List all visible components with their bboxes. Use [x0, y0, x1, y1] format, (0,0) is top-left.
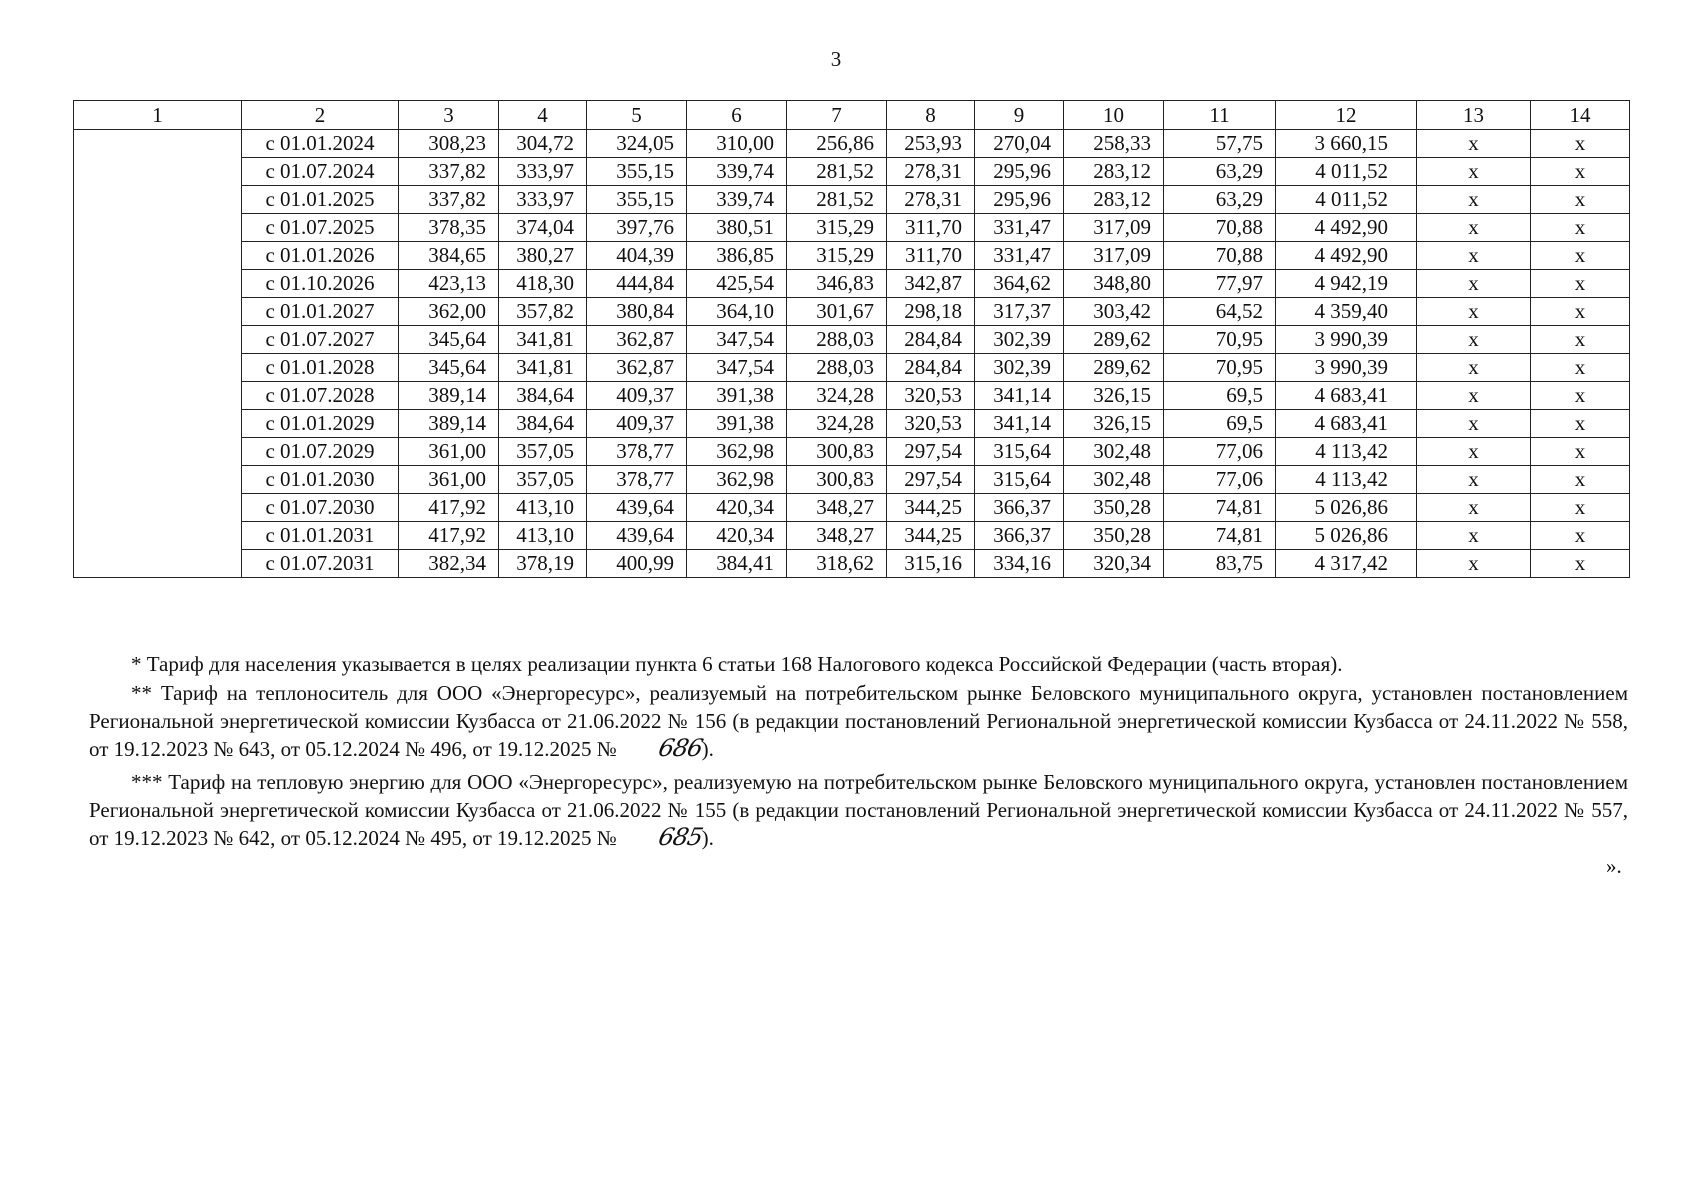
table-cell-value: 378,77 — [587, 466, 687, 494]
table-cell-value: 258,33 — [1064, 130, 1164, 158]
column-number-header: 4 — [499, 101, 587, 130]
table-cell-value: 362,87 — [587, 354, 687, 382]
table-row — [74, 494, 1630, 522]
table-cell-value: 362,98 — [687, 466, 787, 494]
column-number-header: 3 — [399, 101, 499, 130]
column-number-header: 12 — [1276, 101, 1417, 130]
table-cell-value: 357,82 — [499, 298, 587, 326]
table-cell-value: 420,34 — [687, 522, 787, 550]
table-cell-value: 420,34 — [687, 494, 787, 522]
table-cell-value: 308,23 — [399, 130, 499, 158]
table-cell-value: 281,52 — [787, 186, 887, 214]
table-cell-value: 70,95 — [1164, 326, 1276, 354]
footnote-2-end: ). — [701, 737, 714, 761]
table-cell-value: 341,81 — [499, 326, 587, 354]
table-cell-value: 417,92 — [399, 494, 499, 522]
table-cell-period: с 01.07.2027 — [242, 326, 399, 354]
table-cell-mark: х — [1531, 270, 1630, 298]
table-cell-mark: х — [1531, 466, 1630, 494]
table-cell-value: 278,31 — [887, 186, 975, 214]
table-cell-value: 324,05 — [587, 130, 687, 158]
table-cell-value: 4 492,90 — [1276, 242, 1417, 270]
table-cell-value: 315,64 — [975, 438, 1064, 466]
table-cell-period: с 01.01.2030 — [242, 466, 399, 494]
table-cell-value: 3 990,39 — [1276, 326, 1417, 354]
table-cell-value: 317,09 — [1064, 214, 1164, 242]
table-cell-value: 418,30 — [499, 270, 587, 298]
table-cell-value: 362,87 — [587, 326, 687, 354]
table-cell-value: 297,54 — [887, 466, 975, 494]
handwritten-number-2: 686 — [655, 734, 705, 762]
tariff-table-body — [74, 101, 1630, 578]
table-cell-mark: х — [1531, 354, 1630, 382]
table-cell-value: 361,00 — [399, 466, 499, 494]
table-cell-period: с 01.10.2026 — [242, 270, 399, 298]
table-cell-value: 378,77 — [587, 438, 687, 466]
table-cell-value: 366,37 — [975, 522, 1064, 550]
table-cell-value: 347,54 — [687, 326, 787, 354]
table-cell-value: 439,64 — [587, 494, 687, 522]
table-cell-value: 380,27 — [499, 242, 587, 270]
table-cell-value: 366,37 — [975, 494, 1064, 522]
table-cell-value: 270,04 — [975, 130, 1064, 158]
table-row — [74, 410, 1630, 438]
table-cell-value: 423,13 — [399, 270, 499, 298]
table-cell-period: с 01.07.2029 — [242, 438, 399, 466]
table-cell-value: 378,19 — [499, 550, 587, 578]
table-cell-mark: х — [1531, 382, 1630, 410]
table-cell-value: 253,93 — [887, 130, 975, 158]
table-cell-period: с 01.01.2026 — [242, 242, 399, 270]
table-cell-value: 256,86 — [787, 130, 887, 158]
column-number-header: 7 — [787, 101, 887, 130]
column-number-header: 8 — [887, 101, 975, 130]
table-cell-value: 341,14 — [975, 382, 1064, 410]
table-cell-mark: х — [1531, 326, 1630, 354]
column-number-header: 9 — [975, 101, 1064, 130]
table-cell-value: 298,18 — [887, 298, 975, 326]
page-number: 3 — [830, 47, 842, 71]
table-cell-mark: х — [1417, 522, 1531, 550]
table-cell-value: 4 683,41 — [1276, 382, 1417, 410]
table-cell-value: 380,84 — [587, 298, 687, 326]
table-cell-value: 334,16 — [975, 550, 1064, 578]
table-cell-value: 344,25 — [887, 494, 975, 522]
table-cell-value: 374,04 — [499, 214, 587, 242]
table-cell-mark: х — [1531, 130, 1630, 158]
table-cell-value: 288,03 — [787, 326, 887, 354]
table-cell-value: 4 113,42 — [1276, 438, 1417, 466]
table-cell-mark: х — [1531, 186, 1630, 214]
table-cell-value: 413,10 — [499, 522, 587, 550]
table-cell-value: 5 026,86 — [1276, 494, 1417, 522]
table-row — [74, 522, 1630, 550]
table-cell-value: 295,96 — [975, 158, 1064, 186]
table-cell-value: 417,92 — [399, 522, 499, 550]
table-cell-value: 311,70 — [887, 242, 975, 270]
table-cell-mark: х — [1531, 242, 1630, 270]
table-row — [74, 158, 1630, 186]
table-cell-value: 315,29 — [787, 214, 887, 242]
table-cell-value: 348,27 — [787, 494, 887, 522]
table-cell-value: 320,53 — [887, 410, 975, 438]
footnote-3 — [89, 768, 1628, 852]
table-cell-period: с 01.07.2025 — [242, 214, 399, 242]
table-cell-value: 389,14 — [399, 382, 499, 410]
column-number-header: 11 — [1164, 101, 1276, 130]
table-cell-value: 384,64 — [499, 410, 587, 438]
table-cell-value: 311,70 — [887, 214, 975, 242]
table-cell-value: 289,62 — [1064, 354, 1164, 382]
table-cell-value: 295,96 — [975, 186, 1064, 214]
table-cell-period: с 01.01.2025 — [242, 186, 399, 214]
table-cell-value: 333,97 — [499, 158, 587, 186]
table-row — [74, 354, 1630, 382]
table-cell-mark: х — [1531, 410, 1630, 438]
table-cell-value: 348,27 — [787, 522, 887, 550]
table-cell-value: 304,72 — [499, 130, 587, 158]
table-cell-mark: х — [1417, 354, 1531, 382]
table-cell-value: 384,65 — [399, 242, 499, 270]
table-cell-value: 400,99 — [587, 550, 687, 578]
table-cell-mark: х — [1417, 270, 1531, 298]
column-number-header: 13 — [1417, 101, 1531, 130]
table-cell-value: 339,74 — [687, 158, 787, 186]
closing-quote: ». — [1606, 854, 1622, 878]
table-cell-value: 380,51 — [687, 214, 787, 242]
table-cell-value: 70,95 — [1164, 354, 1276, 382]
table-cell-mark: х — [1531, 522, 1630, 550]
table-cell-mark: х — [1417, 214, 1531, 242]
table-cell-mark: х — [1417, 130, 1531, 158]
table-cell-value: 302,39 — [975, 326, 1064, 354]
table-cell-value: 413,10 — [499, 494, 587, 522]
table-row — [74, 550, 1630, 578]
table-row — [74, 382, 1630, 410]
table-cell-value: 324,28 — [787, 382, 887, 410]
table-cell-value: 5 026,86 — [1276, 522, 1417, 550]
table-cell-value: 303,42 — [1064, 298, 1164, 326]
table-cell-value: 4 359,40 — [1276, 298, 1417, 326]
table-cell-value: 320,53 — [887, 382, 975, 410]
table-cell-value: 288,03 — [787, 354, 887, 382]
table-cell-mark: х — [1417, 242, 1531, 270]
table-cell-value: 4 011,52 — [1276, 186, 1417, 214]
table-cell-value: 344,25 — [887, 522, 975, 550]
table-cell-mark: х — [1417, 382, 1531, 410]
table-cell-value: 444,84 — [587, 270, 687, 298]
footnote-3-end: ). — [701, 826, 714, 850]
footnote-2-text: ** Тариф на теплоноситель для ООО «Энергоресурс», реализуемый на потребительском рынке Беловского муниципального округа, установлен постановлением Региональной энергетической комиссии Кузбасса от 21.06.2022 № 156 (в редакции постановлений Региональной энергетической комиссии Кузбасса от 24.11.2022 № 558, от 19.12.2023 № 643, от 05.12.2024 № 496, от 19.12.2025 № — [89, 681, 1628, 761]
table-cell-value: 326,15 — [1064, 382, 1164, 410]
table-cell-period: с 01.01.2027 — [242, 298, 399, 326]
table-cell-value: 4 683,41 — [1276, 410, 1417, 438]
table-cell-mark: х — [1417, 298, 1531, 326]
table-cell-value: 350,28 — [1064, 522, 1164, 550]
table-cell-value: 324,28 — [787, 410, 887, 438]
table-cell-value: 364,10 — [687, 298, 787, 326]
table-cell-value: 3 990,39 — [1276, 354, 1417, 382]
table-cell-value: 320,34 — [1064, 550, 1164, 578]
table-row — [74, 270, 1630, 298]
table-cell-value: 409,37 — [587, 382, 687, 410]
table-cell-value: 297,54 — [887, 438, 975, 466]
footnote-2 — [89, 679, 1628, 763]
column-number-header: 2 — [242, 101, 399, 130]
table-cell-value: 77,06 — [1164, 466, 1276, 494]
table-cell-value: 331,47 — [975, 214, 1064, 242]
table-cell-value: 337,82 — [399, 186, 499, 214]
table-cell-value: 4 011,52 — [1276, 158, 1417, 186]
tariff-table — [73, 100, 1630, 578]
column-number-header: 14 — [1531, 101, 1630, 130]
table-cell-value: 378,35 — [399, 214, 499, 242]
table-cell-value: 362,98 — [687, 438, 787, 466]
table-cell-value: 301,67 — [787, 298, 887, 326]
table-cell-value: 342,87 — [887, 270, 975, 298]
table-cell-value: 361,00 — [399, 438, 499, 466]
footnote-3-text: *** Тариф на тепловую энергию для ООО «Энергоресурс», реализуемую на потребительском рынке Беловского муниципального округа, установлен постановлением Региональной энергетической комиссии Кузбасса от 21.06.2022 № 155 (в редакции постановлений Региональной энергетической комиссии Кузбасса от 24.11.2022 № 557, от 19.12.2023 № 642, от 05.12.2024 № 495, от 19.12.2025 № — [89, 770, 1628, 850]
table-cell-period: с 01.01.2024 — [242, 130, 399, 158]
column-number-header: 10 — [1064, 101, 1164, 130]
table-cell-mark: х — [1417, 326, 1531, 354]
table-cell-value: 341,14 — [975, 410, 1064, 438]
table-header-row — [74, 101, 1630, 130]
table-cell-value: 70,88 — [1164, 242, 1276, 270]
table-cell-value: 350,28 — [1064, 494, 1164, 522]
table-cell-value: 302,39 — [975, 354, 1064, 382]
table-cell-value: 4 492,90 — [1276, 214, 1417, 242]
table-cell-value: 284,84 — [887, 354, 975, 382]
table-cell-value: 74,81 — [1164, 522, 1276, 550]
table-cell-value: 391,38 — [687, 382, 787, 410]
table-cell-value: 384,64 — [499, 382, 587, 410]
table-cell-value: 346,83 — [787, 270, 887, 298]
table-cell-value: 364,62 — [975, 270, 1064, 298]
table-cell-mark: х — [1417, 158, 1531, 186]
table-cell-value: 64,52 — [1164, 298, 1276, 326]
table-cell-value: 384,41 — [687, 550, 787, 578]
table-cell-value: 339,74 — [687, 186, 787, 214]
table-row — [74, 326, 1630, 354]
table-row — [74, 242, 1630, 270]
table-cell-value: 278,31 — [887, 158, 975, 186]
table-cell-value: 355,15 — [587, 186, 687, 214]
footnote-1 — [89, 650, 1628, 678]
table-cell-mark: х — [1417, 410, 1531, 438]
table-cell-value: 357,05 — [499, 466, 587, 494]
table-cell-value: 300,83 — [787, 466, 887, 494]
table-cell-value: 74,81 — [1164, 494, 1276, 522]
column-number-header: 6 — [687, 101, 787, 130]
table-cell-value: 69,5 — [1164, 382, 1276, 410]
table-cell-period: с 01.01.2031 — [242, 522, 399, 550]
table-cell-mark: х — [1417, 438, 1531, 466]
table-cell-value: 302,48 — [1064, 438, 1164, 466]
table-cell-value: 63,29 — [1164, 186, 1276, 214]
table-cell-value: 77,97 — [1164, 270, 1276, 298]
table-cell-value: 317,37 — [975, 298, 1064, 326]
table-cell-value: 331,47 — [975, 242, 1064, 270]
table-cell-mark: х — [1531, 158, 1630, 186]
table-cell-mark: х — [1531, 494, 1630, 522]
table-row — [74, 438, 1630, 466]
table-row — [74, 214, 1630, 242]
table-cell-value: 69,5 — [1164, 410, 1276, 438]
table-cell-value: 302,48 — [1064, 466, 1164, 494]
table-cell-value: 341,81 — [499, 354, 587, 382]
table-cell-value: 391,38 — [687, 410, 787, 438]
table-cell-value: 389,14 — [399, 410, 499, 438]
table-cell-value: 345,64 — [399, 326, 499, 354]
table-cell-value: 77,06 — [1164, 438, 1276, 466]
table-cell-value: 357,05 — [499, 438, 587, 466]
table-cell-value: 348,80 — [1064, 270, 1164, 298]
table-cell-value: 337,82 — [399, 158, 499, 186]
column-number-header: 1 — [74, 101, 242, 130]
table-cell-mark: х — [1531, 214, 1630, 242]
table-cell-period: с 01.07.2028 — [242, 382, 399, 410]
table-row — [74, 130, 1630, 158]
table-cell-value: 317,09 — [1064, 242, 1164, 270]
table-cell-group — [74, 130, 242, 578]
table-cell-period: с 01.01.2029 — [242, 410, 399, 438]
table-cell-period: с 01.01.2028 — [242, 354, 399, 382]
table-cell-value: 382,34 — [399, 550, 499, 578]
table-cell-mark: х — [1531, 298, 1630, 326]
table-cell-value: 326,15 — [1064, 410, 1164, 438]
table-cell-value: 57,75 — [1164, 130, 1276, 158]
table-cell-period: с 01.07.2024 — [242, 158, 399, 186]
table-cell-value: 63,29 — [1164, 158, 1276, 186]
table-cell-value: 70,88 — [1164, 214, 1276, 242]
table-cell-value: 425,54 — [687, 270, 787, 298]
table-cell-value: 409,37 — [587, 410, 687, 438]
table-cell-value: 283,12 — [1064, 186, 1164, 214]
table-cell-value: 315,16 — [887, 550, 975, 578]
table-cell-mark: х — [1531, 550, 1630, 578]
table-cell-value: 4 942,19 — [1276, 270, 1417, 298]
table-cell-value: 3 660,15 — [1276, 130, 1417, 158]
table-cell-value: 318,62 — [787, 550, 887, 578]
column-number-header: 5 — [587, 101, 687, 130]
table-cell-value: 4 317,42 — [1276, 550, 1417, 578]
table-cell-value: 83,75 — [1164, 550, 1276, 578]
table-cell-value: 281,52 — [787, 158, 887, 186]
table-cell-mark: х — [1417, 494, 1531, 522]
table-cell-value: 439,64 — [587, 522, 687, 550]
table-cell-value: 355,15 — [587, 158, 687, 186]
table-cell-mark: х — [1417, 550, 1531, 578]
table-cell-value: 300,83 — [787, 438, 887, 466]
table-row — [74, 466, 1630, 494]
table-cell-value: 315,29 — [787, 242, 887, 270]
table-cell-mark: х — [1417, 466, 1531, 494]
table-cell-value: 397,76 — [587, 214, 687, 242]
table-cell-value: 386,85 — [687, 242, 787, 270]
table-cell-value: 310,00 — [687, 130, 787, 158]
table-cell-period: с 01.07.2031 — [242, 550, 399, 578]
table-cell-value: 345,64 — [399, 354, 499, 382]
footnotes — [89, 650, 1628, 852]
handwritten-number-3: 685 — [655, 823, 705, 851]
table-cell-value: 333,97 — [499, 186, 587, 214]
table-cell-value: 404,39 — [587, 242, 687, 270]
table-cell-mark: х — [1531, 438, 1630, 466]
table-cell-period: с 01.07.2030 — [242, 494, 399, 522]
footnote-1-text: * Тариф для населения указывается в целях реализации пункта 6 статьи 168 Налогового кодекса Российской Федерации (часть вторая). — [131, 652, 1343, 676]
table-row — [74, 186, 1630, 214]
table-cell-mark: х — [1417, 186, 1531, 214]
table-cell-value: 289,62 — [1064, 326, 1164, 354]
table-cell-value: 315,64 — [975, 466, 1064, 494]
table-cell-value: 284,84 — [887, 326, 975, 354]
table-cell-value: 4 113,42 — [1276, 466, 1417, 494]
table-row — [74, 298, 1630, 326]
table-cell-value: 347,54 — [687, 354, 787, 382]
table-cell-value: 283,12 — [1064, 158, 1164, 186]
table-cell-value: 362,00 — [399, 298, 499, 326]
